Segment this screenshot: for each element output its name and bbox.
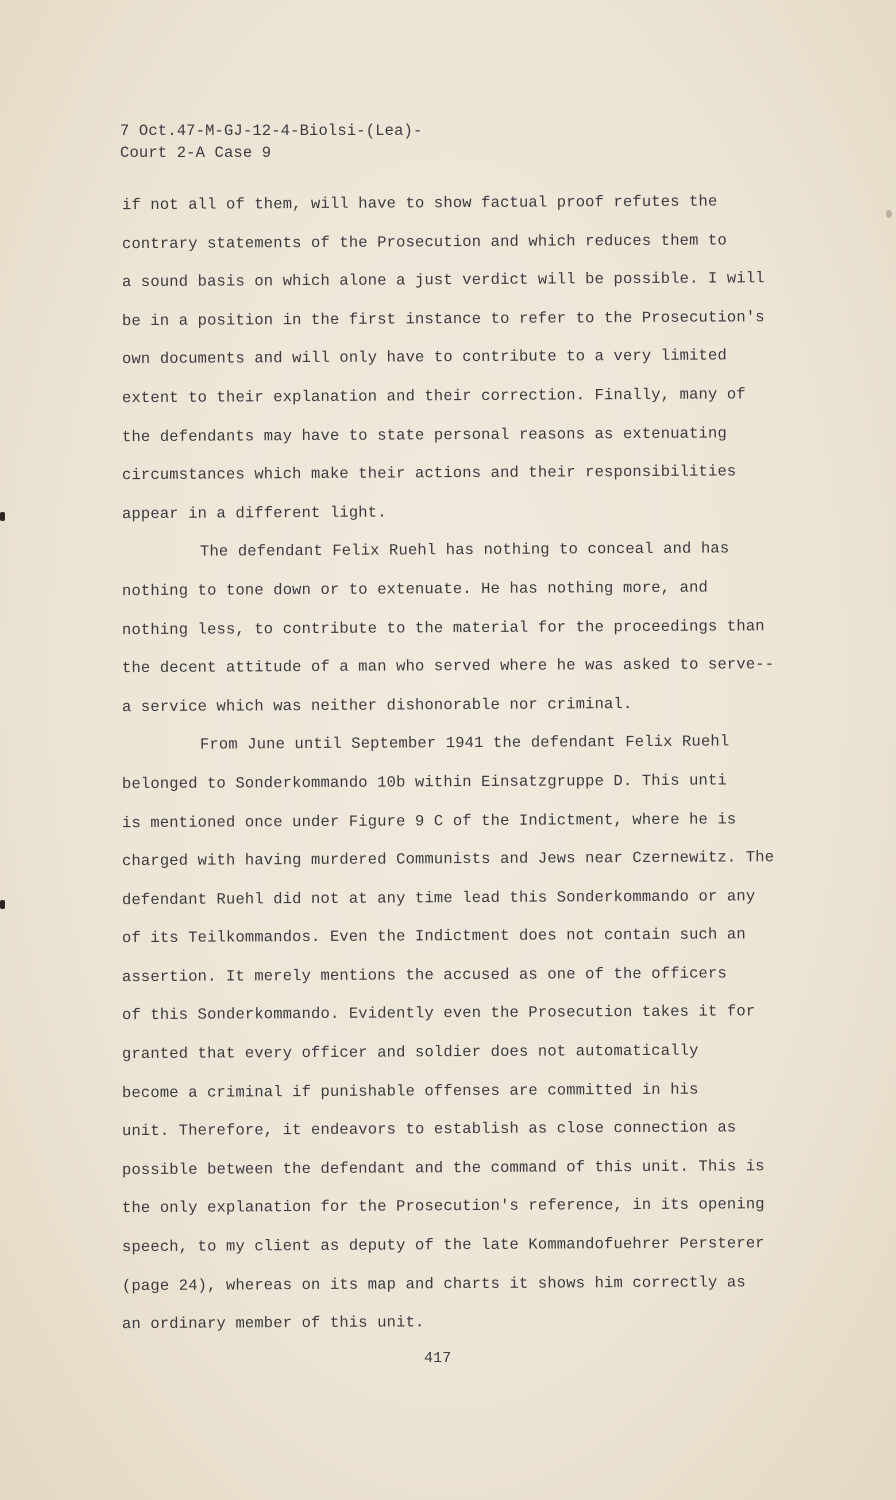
text-line: of this Sonderkommando. Evidently even the Prosecution takes it for [121,1002,756,1025]
text-line: unit. Therefore, it endeavors to establish as close connection as [121,1118,737,1141]
text-line: belonged to Sonderkommando 10b within Einsatzgruppe D. This unti [121,771,727,794]
text-line: charged with having murdered Communists and Jews near Czernewitz. The [121,848,775,871]
text-line: speech, to my client as deputy of the late Kommandofuehrer Persterer [121,1234,765,1257]
text-line: is mentioned once under Figure 9 C of the Indictment, where he is [121,809,737,832]
text-line: own documents and will only have to contribute to a very limited [121,346,727,369]
text-line: possible between the defendant and the command of this unit. This is [121,1157,765,1179]
text-line: be in a position in the first instance to refer to the Prosecution's [121,307,765,330]
document-header [120,120,422,164]
text-line: contrary statements of the Prosecution and which reduces them to [121,231,727,253]
text-line: From June until September 1941 the defendant Felix Ruehl [199,732,730,754]
text-line: extent to their explanation and their correction. Finally, many of [121,385,746,408]
text-line: a sound basis on which alone a just verdict will be possible. I will [121,269,765,292]
text-line: appear in a different light. [121,503,387,523]
text-line: nothing to tone down or to extenuate. He has nothing more, and [121,578,709,601]
left-edge-mark [0,900,5,909]
text-line: the defendants may have to state personal reasons as extenuating [121,424,727,446]
paper-speck [886,210,892,218]
text-line: a service which was neither dishonorable nor criminal. [121,694,633,716]
text-line: assertion. It merely mentions the accused as one of the officers [121,964,727,987]
text-line: of its Teilkommandos. Even the Indictment does not contain such an [121,925,746,948]
text-line: nothing less, to contribute to the material for the proceedings than [121,616,765,639]
page-number: 417 [424,1350,452,1367]
header-reference-line: 7 Oct.47-M-GJ-12-4-Biolsi-(Lea)- [120,122,423,140]
text-line: The defendant Felix Ruehl has nothing to conceal and has [199,539,730,562]
text-line: become a criminal if punishable offenses are committed in his [121,1080,699,1102]
text-line: an ordinary member of this unit. [121,1313,425,1334]
text-line: the only explanation for the Prosecution's reference, in its opening [121,1195,765,1218]
text-line: if not all of them, will have to show factual proof refutes the [121,192,718,215]
text-line: the decent attitude of a man who served where he was asked to serve-- [121,655,775,678]
text-line: (page 24), whereas on its map and charts it shows him correctly as [121,1272,746,1295]
left-edge-mark [0,512,5,521]
text-line: circumstances which make their actions and their responsibilities [121,462,737,485]
header-court-case-line: Court 2-A Case 9 [120,144,272,162]
text-line: granted that every officer and soldier does not automatically [121,1041,699,1064]
document-body [122,184,822,1342]
text-line: defendant Ruehl did not at any time lead this Sonderkommando or any [121,886,756,909]
